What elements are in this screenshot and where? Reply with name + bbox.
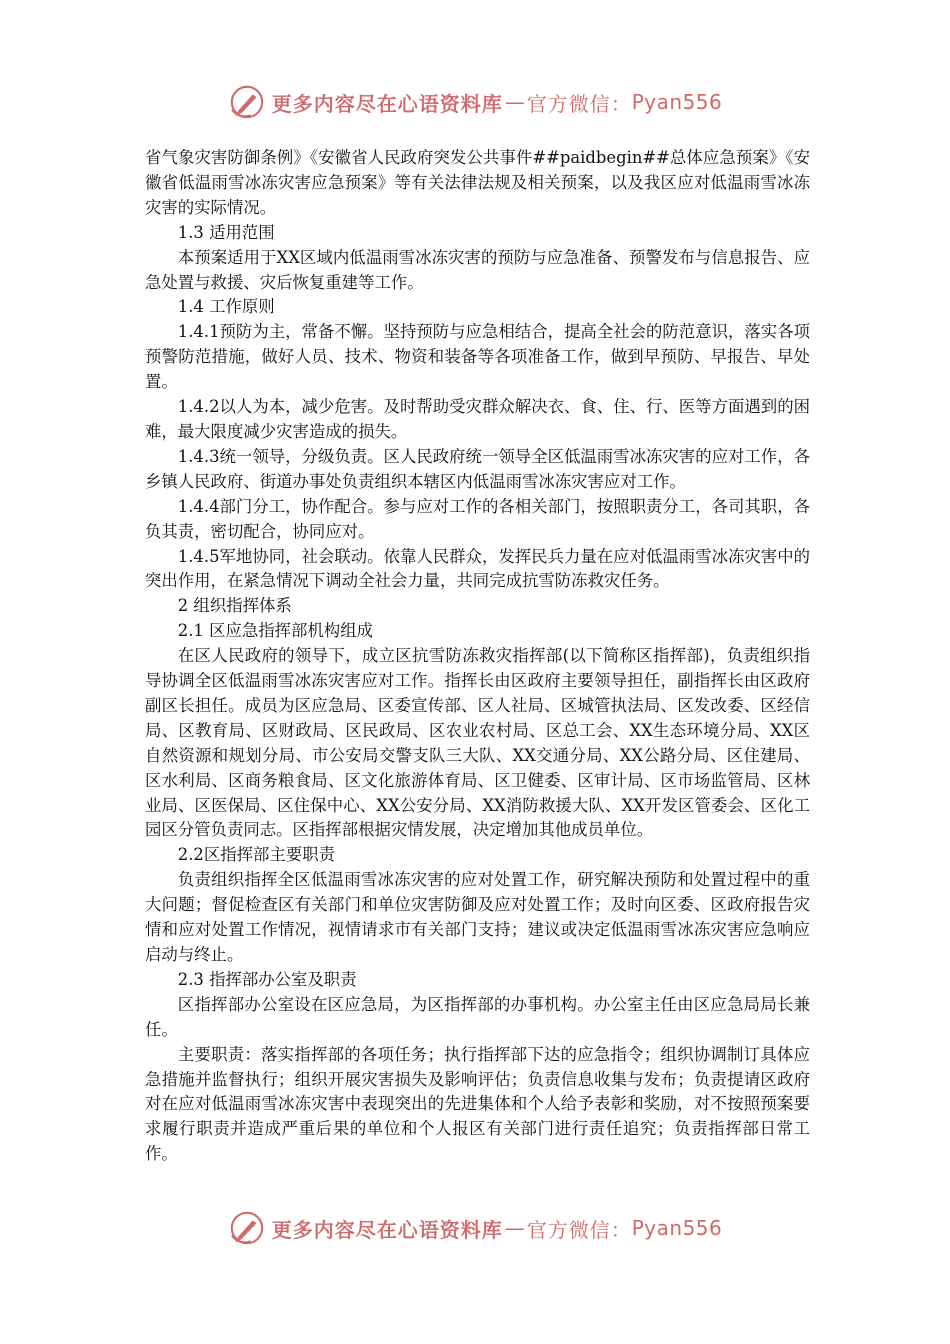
paragraph: 2.2区指挥部主要职责	[177, 845, 335, 865]
paragraph: 在区人民政府的领导下，成立区抗雪防冻救灾指挥部(以下简称区指挥部)，负责组织指导协调全区低温雨雪冰冻灾害应对工作。指挥长由区政府主要领导担任，副指挥长由区政府副区长担任。成员为区应急局、区委宣传部、区人社局、区城管执法局、区发改委、区经信局、区教育局、区财政局、区民政局、区农业农村局、区总工会、XX生态环境分局、XX区自然资源和规划分局、市公安局交警支队三大队、XX交通分局、XX公路分局、区住建局、区水利局、区商务粮食局、区文化旅游体育局、区卫健委、区审计局、区市场监管局、区林业局、区医保局、区住保中心、XX公安分局、XX消防救援大队、XX开发区管委会、区化工园区分管负责同志。区指挥部根据灾情发展，决定增加其他成员单位。	[145, 646, 810, 840]
watermark-footer	[0, 1206, 950, 1250]
paragraph: 2 组织指挥体系	[177, 596, 292, 616]
watermark-label: 官方微信：	[526, 91, 632, 116]
watermark-wechat-id: Pyan556	[631, 90, 723, 114]
watermark-wechat-id: Pyan556	[631, 1216, 723, 1240]
paragraph: 本预案适用于XX区域内低温雨雪冰冻灾害的预防与应急准备、预警发布与信息报告、应急处置与救援、灾后恢复重建等工作。	[145, 247, 810, 292]
paragraph: 1.4.4部门分工，协作配合。参与应对工作的各相关部门，按照职责分工，各司其职，各负其责，密切配合，协同应对。	[145, 496, 810, 541]
watermark-header	[0, 80, 950, 124]
paragraph: 负责组织指挥全区低温雨雪冰冻灾害的应对处置工作，研究解决预防和处置过程中的重大问题；督促检查区有关部门和单位灾害防御及应对处置工作；及时向区委、区政府报告灾情和应对处置工作情况，视情请求市有关部门支持；建议或决定低温雨雪冰冻灾害应急响应启动与终止。	[145, 870, 810, 964]
paragraph: 2.3 指挥部办公室及职责	[177, 969, 357, 989]
paragraph: 1.4.3统一领导，分级负责。区人民政府统一领导全区低温雨雪冰冻灾害的应对工作，各乡镇人民政府、街道办事处负责组织本辖区内低温雨雪冰冻灾害应对工作。	[145, 446, 810, 491]
paragraph: 1.4 工作原则	[177, 297, 275, 317]
document-body	[145, 146, 810, 1167]
paragraph: 2.1 区应急指挥部机构组成	[177, 621, 373, 641]
pen-logo-icon	[228, 83, 266, 121]
paragraph: 1.3 适用范围	[177, 222, 275, 242]
paragraph: 1.4.1预防为主，常备不懈。坚持预防与应急相结合，提高全社会的防范意识，落实各项预警防范措施，做好人员、技术、物资和装备等各项准备工作，做到早预防、早报告、早处置。	[145, 322, 810, 392]
watermark-separator: —	[504, 90, 525, 114]
paragraph: 省气象灾害防御条例》《安徽省人民政府突发公共事件##paidbegin##总体应急预案》《安徽省低温雨雪冰冻灾害应急预案》等有关法律法规及相关预案，以及我区应对低温雨雪冰冻灾害的实际情况。	[145, 148, 810, 217]
watermark-main-text: 更多内容尽在心语资料库	[271, 91, 503, 116]
pen-logo-icon	[228, 1209, 266, 1247]
watermark-separator: —	[504, 1216, 525, 1240]
watermark-label: 官方微信：	[526, 1217, 632, 1242]
paragraph: 1.4.5军地协同，社会联动。依靠人民群众，发挥民兵力量在应对低温雨雪冰冻灾害中的突出作用，在紧急情况下调动全社会力量，共同完成抗雪防冻救灾任务。	[145, 546, 810, 591]
paragraph: 区指挥部办公室设在区应急局，为区指挥部的办事机构。办公室主任由区应急局局长兼任。	[145, 994, 810, 1039]
paragraph: 主要职责：落实指挥部的各项任务；执行指挥部下达的应急指令；组织协调制订具体应急措施并监督执行；组织开展灾害损失及影响评估；负责信息收集与发布；负责提请区政府对在应对低温雨雪冰冻灾害中表现突出的先进集体和个人给予表彰和奖励，对不按照预案要求履行职责并造成严重后果的单位和个人报区有关部门进行责任追究；负责指挥部日常工作。	[145, 1044, 810, 1164]
paragraph: 1.4.2以人为本，减少危害。及时帮助受灾群众解决衣、食、住、行、医等方面遇到的困难，最大限度减少灾害造成的损失。	[145, 397, 810, 441]
watermark-main-text: 更多内容尽在心语资料库	[271, 1217, 503, 1242]
